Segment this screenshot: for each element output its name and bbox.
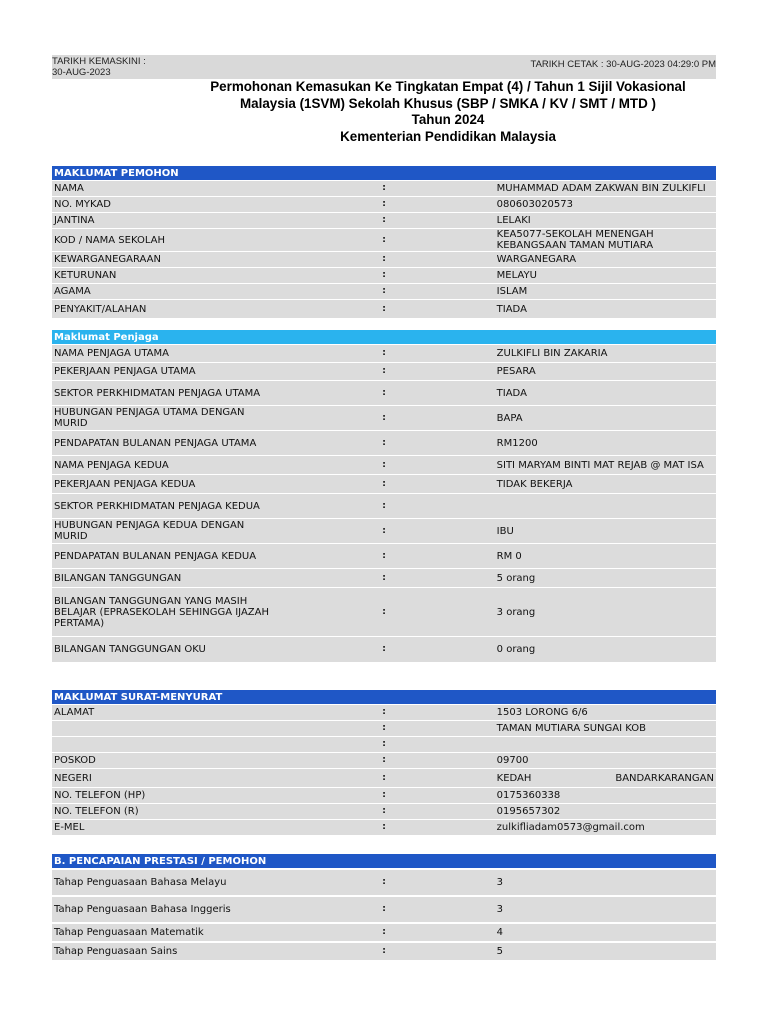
field-label: KETURUNAN [52,268,273,283]
field-label: KEWARGANEGARAAN [52,252,273,267]
field-value: BAPA [495,406,716,430]
field-label: PEKERJAAN PENJAGA UTAMA [52,363,273,380]
title-line-3: Tahun 2024 [411,112,485,127]
table-row [52,804,716,819]
colon: : [273,788,494,803]
colon: : [273,363,494,380]
field-value: LELAKI [495,213,716,228]
correspondence-section-heading: MAKLUMAT SURAT-MENYURAT [52,690,716,704]
table-row [52,820,716,835]
field-label: PENYAKIT/ALAHAN [52,300,273,318]
applicant-info-table [52,165,716,319]
colon: : [273,637,494,662]
table-row [52,897,716,922]
field-value: 4 [495,924,716,941]
field-label: Tahap Penguasaan Bahasa Inggeris [52,897,273,922]
field-label [52,721,273,736]
colon: : [273,943,494,960]
field-value [495,494,716,518]
colon: : [273,820,494,835]
address-line-1: 1503 LORONG 6/6 [495,705,716,720]
table-row [52,870,716,895]
state-city-cell [495,769,716,787]
address-line-2: TAMAN MUTIARA SUNGAI KOB [495,721,716,736]
table-row [52,475,716,493]
table-row [52,345,716,362]
field-label: SEKTOR PERKHIDMATAN PENJAGA KEDUA [52,494,273,518]
table-row [52,181,716,196]
table-row [52,721,716,736]
field-value: 080603020573 [495,197,716,212]
colon: : [273,544,494,568]
colon: : [273,213,494,228]
colon: : [273,519,494,543]
colon: : [273,381,494,405]
colon: : [273,475,494,493]
field-label: PEKERJAAN PENJAGA KEDUA [52,475,273,493]
field-value: TIADA [495,300,716,318]
field-value: SITI MARYAM BINTI MAT REJAB @ MAT ISA [495,456,716,474]
table-row [52,753,716,768]
home-phone-value: 0195657302 [495,804,716,819]
field-label: POSKOD [52,753,273,768]
field-label: Tahap Penguasaan Sains [52,943,273,960]
field-label: HUBUNGAN PENJAGA UTAMA DENGAN MURID [52,406,273,430]
colon: : [273,431,494,455]
field-label: ALAMAT [52,705,273,720]
colon: : [273,345,494,362]
table-row [52,284,716,299]
page-title [190,79,706,145]
colon: : [273,870,494,895]
field-value: WARGANEGARA [495,252,716,267]
colon: : [273,268,494,283]
colon: : [273,721,494,736]
table-row [52,943,716,960]
table-row [52,229,716,251]
table-row [52,381,716,405]
title-line-1: Permohonan Kemasukan Ke Tingkatan Empat (4) / Tahun 1 Sijil Vokasional [210,79,686,94]
colon: : [273,769,494,787]
table-row [52,268,716,283]
table-row [52,363,716,380]
field-label: Tahap Penguasaan Bahasa Melayu [52,870,273,895]
field-label: NO. TELEFON (R) [52,804,273,819]
field-value: 5 [495,943,716,960]
colon: : [273,197,494,212]
colon: : [273,456,494,474]
field-value: KEA5077-SEKOLAH MENENGAH KEBANGSAAN TAMAN MUTIARA [495,229,716,251]
last-updated-label: TARIKH KEMASKINI : [52,56,146,67]
title-line-4: Kementerian Pendidikan Malaysia [340,128,556,144]
table-row [52,213,716,228]
table-row [52,252,716,267]
colon: : [273,494,494,518]
last-updated [52,56,146,78]
field-value: 3 [495,870,716,895]
field-label: BILANGAN TANGGUNGAN [52,569,273,587]
address-line-3 [495,737,716,752]
print-header-bar [52,55,716,79]
colon: : [273,804,494,819]
field-value: 0 orang [495,637,716,662]
table-row [52,588,716,636]
guardian-section-heading: Maklumat Penjaga [52,330,716,344]
title-line-2: Malaysia (1SVM) Sekolah Khusus (SBP / SMKA / KV / SMT / MTD ) [240,95,656,111]
table-row [52,494,716,518]
city-label: BANDAR [615,772,658,784]
table-row [52,519,716,543]
colon: : [273,924,494,941]
colon: : [273,284,494,299]
field-label: Tahap Penguasaan Matematik [52,924,273,941]
colon: : [273,229,494,251]
field-label: BILANGAN TANGGUNGAN OKU [52,637,273,662]
colon: : [273,406,494,430]
table-row [52,769,716,787]
colon: : [273,897,494,922]
field-label: NEGERI [52,769,273,787]
field-label: JANTINA [52,213,273,228]
print-date: TARIKH CETAK : 30-AUG-2023 04:29:0 PM [530,59,716,70]
field-value: RM 0 [495,544,716,568]
field-value: TIADA [495,381,716,405]
field-label: NO. MYKAD [52,197,273,212]
field-value: MELAYU [495,268,716,283]
colon: : [273,753,494,768]
field-value: TIDAK BEKERJA [495,475,716,493]
table-row [52,924,716,941]
table-row [52,788,716,803]
mobile-phone-value: 0175360338 [495,788,716,803]
table-row [52,569,716,587]
table-row [52,431,716,455]
field-value: IBU [495,519,716,543]
table-row [52,737,716,752]
field-value: RM1200 [495,431,716,455]
field-value: ISLAM [495,284,716,299]
field-label: NO. TELEFON (HP) [52,788,273,803]
table-row [52,406,716,430]
field-label: KOD / NAMA SEKOLAH [52,229,273,251]
colon: : [273,181,494,196]
email-value: zulkifliadam0573@gmail.com [495,820,716,835]
table-row [52,456,716,474]
table-row [52,197,716,212]
postcode-value: 09700 [495,753,716,768]
table-row [52,637,716,662]
field-label: SEKTOR PERKHIDMATAN PENJAGA UTAMA [52,381,273,405]
field-value: 3 [495,897,716,922]
field-label: NAMA [52,181,273,196]
field-value: PESARA [495,363,716,380]
correspondence-info-table [52,689,716,836]
guardian-info-table [52,329,716,663]
table-row [52,300,716,318]
city-value: KARANGAN [657,772,714,784]
field-label [52,737,273,752]
state-value: KEDAH [496,772,532,784]
table-row [52,544,716,568]
last-updated-date: 30-AUG-2023 [52,67,111,78]
field-value: ZULKIFLI BIN ZAKARIA [495,345,716,362]
colon: : [273,569,494,587]
field-label: BILANGAN TANGGUNGAN YANG MASIH BELAJAR (EPRASEKOLAH SEHINGGA IJAZAH PERTAMA) [52,588,273,636]
table-row [52,705,716,720]
field-label: NAMA PENJAGA KEDUA [52,456,273,474]
field-label: NAMA PENJAGA UTAMA [52,345,273,362]
applicant-section-heading: MAKLUMAT PEMOHON [52,166,716,180]
colon: : [273,705,494,720]
field-label: E-MEL [52,820,273,835]
achievement-section-heading: B. PENCAPAIAN PRESTASI / PEMOHON [52,854,716,868]
achievement-table [52,852,716,962]
colon: : [273,252,494,267]
colon: : [273,300,494,318]
colon: : [273,588,494,636]
field-label: PENDAPATAN BULANAN PENJAGA UTAMA [52,431,273,455]
field-label: AGAMA [52,284,273,299]
field-label: PENDAPATAN BULANAN PENJAGA KEDUA [52,544,273,568]
field-value: 5 orang [495,569,716,587]
field-value: 3 orang [495,588,716,636]
colon: : [273,737,494,752]
field-label: HUBUNGAN PENJAGA KEDUA DENGAN MURID [52,519,273,543]
field-value: MUHAMMAD ADAM ZAKWAN BIN ZULKIFLI [495,181,716,196]
